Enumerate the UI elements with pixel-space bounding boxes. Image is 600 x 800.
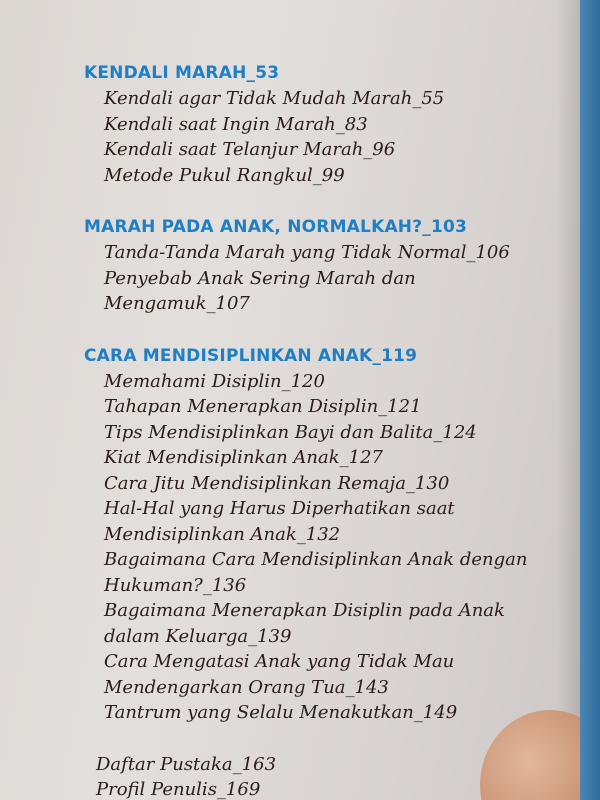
toc-entry: Cara Jitu Mendisiplinkan Remaja_130 bbox=[104, 472, 450, 494]
entry-list bbox=[84, 369, 564, 726]
toc-entry: Metode Pukul Rangkul_99 bbox=[104, 164, 345, 186]
toc-entry: Kiat Mendisiplinkan Anak_127 bbox=[104, 447, 384, 468]
toc-entry: Hal-Hal yang Harus Diperhatikan saat Mendisiplinkan Anak_132 bbox=[104, 498, 455, 545]
toc-entry: Kendali saat Telanjur Marah_96 bbox=[104, 139, 396, 160]
section-title: MARAH PADA ANAK, NORMALKAH?_103 bbox=[84, 217, 468, 237]
toc-section-marah-pada-anak bbox=[84, 214, 564, 317]
toc-section-cara-mendisiplinkan bbox=[84, 343, 564, 726]
section-title: KENDALI MARAH_53 bbox=[84, 63, 280, 83]
book-cover-edge bbox=[580, 0, 600, 800]
toc-entry: Tantrum yang Selalu Menakutkan_149 bbox=[104, 702, 458, 723]
toc-entry: Kendali saat Ingin Marah_83 bbox=[104, 113, 368, 135]
toc-entry: Tips Mendisiplinkan Bayi dan Balita_124 bbox=[104, 421, 477, 443]
toc-entry: Tanda-Tanda Marah yang Tidak Normal_106 bbox=[104, 242, 510, 263]
section-title: CARA MENDISIPLINKAN ANAK_119 bbox=[84, 345, 418, 366]
toc-entry: Bagaimana Menerapkan Disiplin pada Anak dalam Keluarga_139 bbox=[104, 600, 505, 647]
toc-entry: Tahapan Menerapkan Disiplin_121 bbox=[104, 396, 422, 417]
toc-entry: Memahami Disiplin_120 bbox=[104, 370, 325, 392]
toc-entry: Penyebab Anak Sering Marah dan Mengamuk_107 bbox=[104, 267, 416, 314]
toc-entry: Bagaimana Cara Mendisiplinkan Anak dengan Hukuman?_136 bbox=[104, 549, 528, 596]
toc-entry: Cara Mengatasi Anak yang Tidak Mau Mendengarkan Orang Tua_143 bbox=[104, 651, 455, 698]
toc-entry-profil-penulis: Profil Penulis_169 bbox=[96, 779, 261, 800]
entry-list bbox=[84, 240, 564, 317]
table-of-contents bbox=[84, 60, 564, 800]
toc-entry: Kendali agar Tidak Mudah Marah_55 bbox=[104, 88, 445, 109]
toc-section-kendali-marah bbox=[84, 60, 564, 188]
entry-list bbox=[84, 86, 564, 188]
toc-entry-daftar-pustaka: Daftar Pustaka_163 bbox=[96, 753, 277, 775]
